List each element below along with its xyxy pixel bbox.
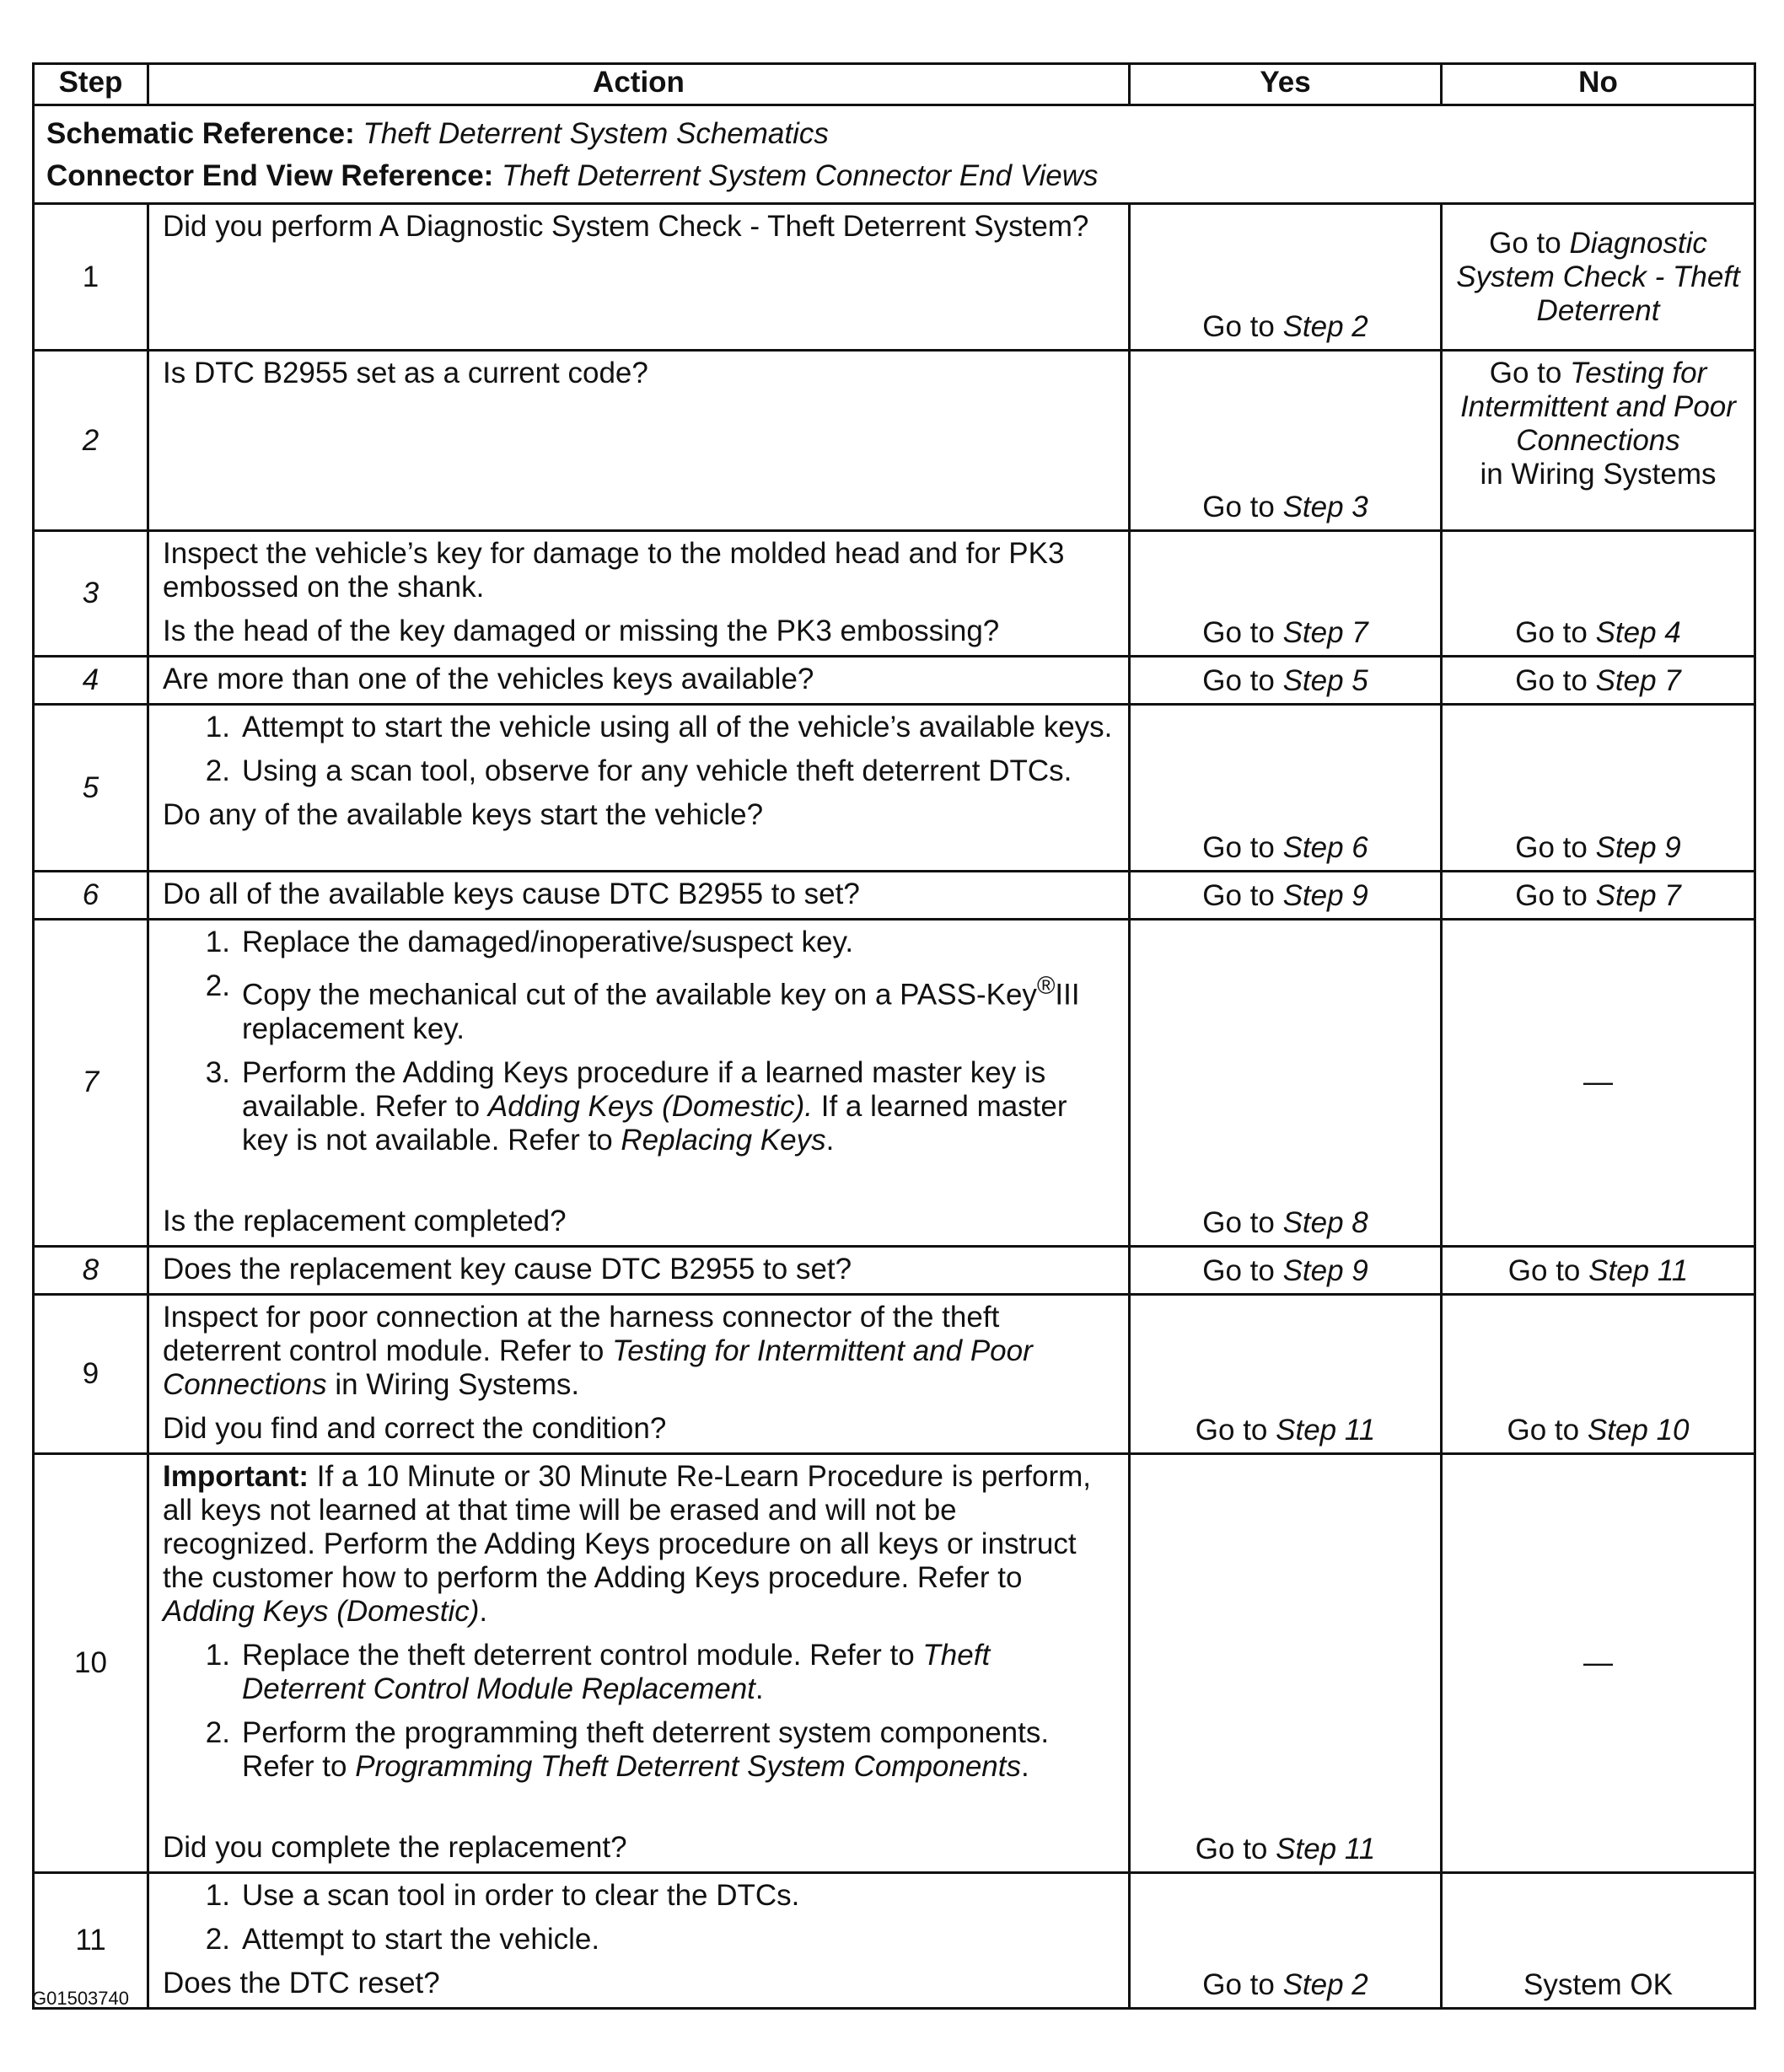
go-to-text: Go to — [1515, 616, 1588, 649]
step-action — [148, 531, 1130, 657]
go-to-text: Go to — [1202, 831, 1275, 864]
step-yes — [1130, 204, 1442, 351]
list-item: 1. Attempt to start the vehicle using all of the vehicle’s available keys. — [163, 711, 1116, 744]
step-yes — [1130, 1872, 1442, 2008]
step-action — [148, 920, 1130, 1247]
step-link: Step 7 — [1595, 879, 1681, 912]
step-link: Step 11 — [1588, 1253, 1689, 1287]
step-no: — — [1442, 920, 1755, 1247]
reference-row — [34, 105, 1755, 204]
connector-reference — [46, 155, 1742, 197]
step-action — [148, 1872, 1130, 2008]
step-question: Does the replacement key cause DTC B2955 to set? — [163, 1252, 852, 1286]
list-item: 2. Copy the mechanical cut of the available key on a PASS-Key®III replacement key. — [163, 969, 1116, 1046]
schematic-reference — [46, 113, 1742, 155]
go-to-text: Go to — [1202, 310, 1275, 343]
step-action — [148, 1453, 1130, 1872]
step-no: — — [1442, 1453, 1755, 1872]
go-to-text: Go to — [1202, 879, 1275, 912]
go-to-text: Go to — [1489, 226, 1561, 260]
step-no — [1442, 351, 1755, 531]
step-yes — [1130, 657, 1442, 705]
step-no — [1442, 531, 1755, 657]
list-item-text — [242, 969, 1116, 1046]
step-link: Diagnostic System Check - Theft Deterrent — [1456, 226, 1740, 327]
go-to-text: Go to — [1202, 616, 1275, 649]
reference-cell — [34, 105, 1755, 204]
step-text: Inspect the vehicle’s key for damage to the molded head and for PK3 embossed on the shank. — [163, 537, 1065, 604]
step-number: 4 — [34, 657, 148, 705]
step-number: 3 — [34, 531, 148, 657]
step-number: 9 — [34, 1294, 148, 1453]
step-link: Step 10 — [1587, 1413, 1690, 1447]
reference-link: Programming Theft Deterrent System Components — [355, 1749, 1021, 1783]
header-yes: Yes — [1130, 64, 1442, 105]
step-number: 5 — [34, 705, 148, 872]
step-yes — [1130, 531, 1442, 657]
diagnostic-table — [32, 62, 1756, 2010]
reference-link: Adding Keys (Domestic) — [163, 1594, 480, 1628]
list-item: 2. Attempt to start the vehicle. — [163, 1923, 1116, 1957]
step-link: Step 11 — [1276, 1413, 1376, 1447]
reference-link: Testing for Intermittent and Poor Connections — [163, 1334, 1033, 1401]
go-to-text: Go to — [1507, 1253, 1581, 1287]
step-yes — [1130, 920, 1442, 1247]
step-row-10 — [34, 1453, 1755, 1872]
list-item-text: Replace the damaged/inoperative/suspect key. — [242, 926, 854, 958]
list-item-text: Attempt to start the vehicle. — [242, 1922, 600, 1956]
go-to-text: Go to — [1202, 1253, 1275, 1287]
step-no — [1442, 204, 1755, 351]
step-text-b: in Wiring Systems. — [335, 1367, 580, 1401]
step-action — [148, 1246, 1130, 1294]
important-label: Important: — [163, 1459, 309, 1493]
step-question: Are more than one of the vehicles keys available? — [163, 663, 814, 695]
step-yes — [1130, 1246, 1442, 1294]
figure-code: G01503740 — [32, 1988, 129, 2009]
go-to-text: Go to — [1202, 1205, 1275, 1239]
step-no — [1442, 705, 1755, 872]
step-action — [148, 705, 1130, 872]
reference-link: Adding Keys (Domestic). — [487, 1089, 813, 1123]
step-number: 1 — [34, 204, 148, 351]
step-action — [148, 657, 1130, 705]
step-no-plain: in Wiring Systems — [1480, 458, 1717, 491]
step-question: Did you find and correct the condition? — [163, 1411, 667, 1445]
step-link: Step 5 — [1282, 664, 1368, 697]
step-link: Testing for Intermittent and Poor Connections — [1460, 357, 1736, 457]
step-text — [163, 1301, 1116, 1402]
go-to-text: Go to — [1202, 491, 1275, 523]
list-item-text: Using a scan tool, observe for any vehicle theft deterrent DTCs. — [242, 754, 1072, 787]
step-question: Is DTC B2955 set as a current code? — [163, 357, 648, 389]
step-list — [163, 1879, 1116, 1957]
list-item-text: Replace the theft deterrent control module. Refer to Theft Deterrent Control Module Replacement. — [242, 1638, 991, 1705]
step-question: Does the DTC reset? — [163, 1966, 440, 2000]
step-row-1 — [34, 204, 1755, 351]
step-question: Do all of the available keys cause DTC B2955 to set? — [163, 878, 860, 910]
step-no — [1442, 657, 1755, 705]
step-question: Is the head of the key damaged or missing the PK3 embossing? — [163, 615, 1000, 647]
step-link: Step 9 — [1282, 1253, 1368, 1287]
step-text-a: Inspect for poor connection at the harness connector of the theft deterrent control module. Refer to — [163, 1300, 1000, 1367]
step-link: Step 6 — [1282, 831, 1368, 864]
step-action — [148, 872, 1130, 920]
step-row-5 — [34, 705, 1755, 872]
step-link: Step 8 — [1282, 1205, 1368, 1239]
step-question: Did you complete the replacement? — [163, 1830, 627, 1864]
step-row-6 — [34, 872, 1755, 920]
step-question: Is the replacement completed? — [163, 1204, 567, 1237]
step-row-3 — [34, 531, 1755, 657]
step-link: Step 9 — [1282, 879, 1368, 912]
header-step: Step — [34, 64, 148, 105]
step-yes — [1130, 351, 1442, 531]
step-question: Do any of the available keys start the vehicle? — [163, 798, 764, 831]
connector-value: Theft Deterrent System Connector End Views — [502, 159, 1099, 192]
list-item-text: Use a scan tool in order to clear the DTCs. — [242, 1878, 800, 1912]
go-to-text: Go to — [1515, 664, 1588, 697]
step-no — [1442, 1294, 1755, 1453]
step-list — [163, 1639, 1116, 1784]
step-number: 8 — [34, 1246, 148, 1294]
step-list — [163, 711, 1116, 788]
step-row-4 — [34, 657, 1755, 705]
list-item-text-a: Perform the Adding Keys procedure if a learned master key is available. Refer to — [242, 1055, 1046, 1123]
step-link: Step 2 — [1282, 310, 1368, 343]
important-note: Important: If a 10 Minute or 30 Minute Re-Learn Procedure is perform, all keys not learned at that time will be erased and will not be recognized. Perform the Adding Keys procedure on all keys or instruct the customer how to perform the Adding Keys procedure. Refer to Adding Keys (Domestic). — [163, 1459, 1092, 1628]
list-item-text-b: III replacement key. — [242, 978, 1080, 1045]
list-item-text-a: Perform the programming theft deterrent system components. Refer to — [242, 1715, 1050, 1783]
schematic-label: Schematic Reference: — [46, 117, 355, 150]
go-to-text: Go to — [1507, 1413, 1580, 1447]
step-number: 2 — [34, 351, 148, 531]
connector-label: Connector End View Reference: — [46, 159, 494, 192]
step-number: 10 — [34, 1453, 148, 1872]
list-item-text: Attempt to start the vehicle using all of the vehicle’s available keys. — [242, 711, 1113, 743]
header-action: Action — [148, 64, 1130, 105]
step-link: Step 2 — [1282, 1967, 1368, 2001]
step-no — [1442, 1246, 1755, 1294]
go-to-text: Go to — [1489, 357, 1562, 389]
header-row — [34, 64, 1755, 105]
step-question: Did you perform A Diagnostic System Check - Theft Deterrent System? — [163, 210, 1089, 243]
go-to-text: Go to — [1195, 1832, 1268, 1865]
step-row-7 — [34, 920, 1755, 1247]
list-item: 3. Perform the Adding Keys procedure if a learned master key is available. Refer to Adding Keys (Domestic). If a learned master key is not available. Refer to Replacing Keys. — [163, 1056, 1116, 1157]
list-item-text: Perform the Adding Keys procedure if a learned master key is available. Refer to Adding Keys (Domestic). If a learned master key is not available. Refer to Replacing Keys. — [242, 1055, 1067, 1157]
go-to-text: Go to — [1515, 879, 1588, 912]
go-to-text: Go to — [1195, 1413, 1268, 1447]
step-row-8 — [34, 1246, 1755, 1294]
important-text: If a 10 Minute or 30 Minute Re-Learn Procedure is perform, all keys not learned at that time will be erased and will not be recognized. Perform the Adding Keys procedure on all keys or instruct the customer how to perform the Adding Keys procedure. Refer to — [163, 1459, 1092, 1594]
step-yes — [1130, 705, 1442, 872]
schematic-value: Theft Deterrent System Schematics — [363, 117, 829, 150]
step-list — [163, 926, 1116, 1157]
step-row-11 — [34, 1872, 1755, 2008]
step-number: 11 — [34, 1872, 148, 2008]
list-item-text-a: Copy the mechanical cut of the available key on a PASS-Key — [242, 978, 1037, 1012]
list-item: 2. Using a scan tool, observe for any vehicle theft deterrent DTCs. — [163, 754, 1116, 788]
header-no: No — [1442, 64, 1755, 105]
step-action — [148, 1294, 1130, 1453]
step-no — [1442, 872, 1755, 920]
step-yes — [1130, 1453, 1442, 1872]
list-item-text-b: If a learned master key is not available. Refer to — [242, 1089, 1067, 1157]
step-yes — [1130, 1294, 1442, 1453]
step-row-2 — [34, 351, 1755, 531]
reference-link: Theft Deterrent Control Module Replacement — [242, 1638, 991, 1705]
step-number: 6 — [34, 872, 148, 920]
step-link: Step 7 — [1595, 664, 1681, 697]
step-link: Step 9 — [1595, 831, 1681, 864]
list-item: 1. Replace the damaged/inoperative/suspect key. — [163, 926, 1116, 959]
go-to-text: Go to — [1202, 1967, 1275, 2001]
step-action — [148, 351, 1130, 531]
list-item-text-a: Replace the theft deterrent control module. Refer to — [242, 1638, 915, 1672]
step-action — [148, 204, 1130, 351]
step-link: Step 11 — [1276, 1832, 1376, 1865]
step-link: Step 3 — [1282, 491, 1368, 523]
step-row-9 — [34, 1294, 1755, 1453]
step-link: Step 7 — [1282, 616, 1368, 649]
list-item: 1. Use a scan tool in order to clear the DTCs. — [163, 1879, 1116, 1913]
list-item: 2. Perform the programming theft deterrent system components. Refer to Programming Theft Deterrent System Components. — [163, 1716, 1116, 1784]
step-number: 7 — [34, 920, 148, 1247]
go-to-text: Go to — [1202, 664, 1275, 697]
step-yes — [1130, 872, 1442, 920]
go-to-text: Go to — [1515, 831, 1588, 864]
step-no: System OK — [1442, 1872, 1755, 2008]
list-item-text: Perform the programming theft deterrent system components. Refer to Programming Theft Deterrent System Components. — [242, 1715, 1050, 1783]
reference-link: Replacing Keys — [621, 1123, 826, 1157]
list-item: 1. Replace the theft deterrent control module. Refer to Theft Deterrent Control Module Replacement. — [163, 1639, 1116, 1706]
step-link: Step 4 — [1595, 616, 1681, 649]
registered-mark: ® — [1036, 973, 1056, 1000]
